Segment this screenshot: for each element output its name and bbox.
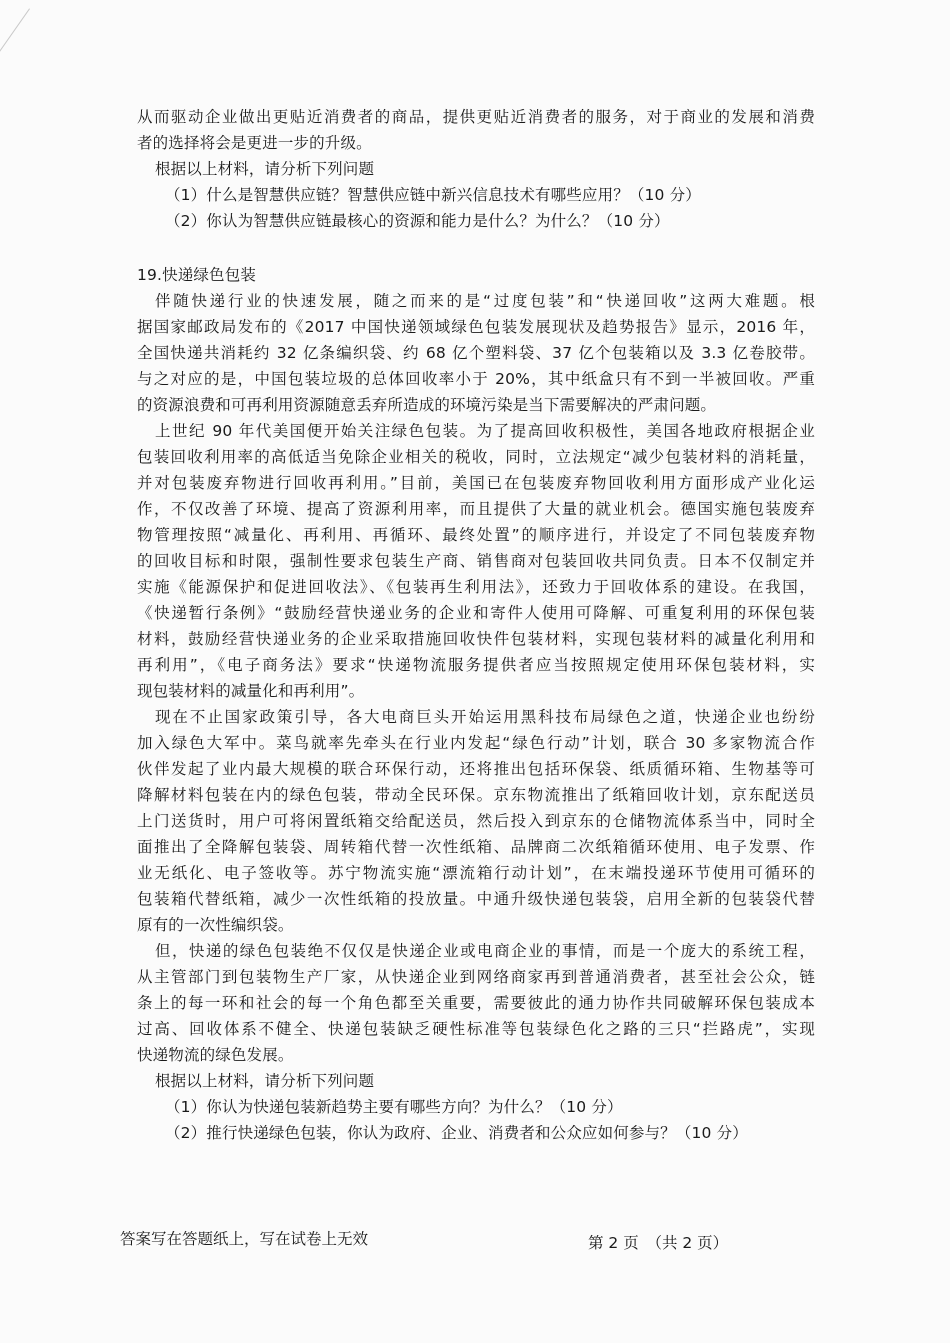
- paragraph-line: 但，快递的绿色包装绝不仅仅是快递企业或电商企业的事情，而是一个庞大的系统工程，: [155, 942, 815, 960]
- paragraph-3: [137, 704, 815, 938]
- paragraph-line: 包装回收利用率的高低适当免除企业相关的税收，同时，立法规定“减少包装材料的消耗量，: [137, 448, 815, 466]
- paragraph-line: 再利用”，《电子商务法》要求“快递物流服务提供者应当按照规定使用环保包装材料，实: [137, 656, 815, 674]
- question-item: （2）推行快递绿色包装，你认为政府、企业、消费者和公众应如何参与？（10 分）: [165, 1124, 748, 1142]
- paragraph-line: 伴随快递行业的快速发展，随之而来的是“过度包装”和“快递回收”这两大难题。根: [155, 292, 815, 310]
- intro-block: [137, 104, 815, 234]
- paragraph-line: 现包装材料的减量化和再利用”。: [137, 682, 365, 700]
- footer-notice: 答案写在答题纸上，写在试卷上无效: [120, 1230, 369, 1248]
- paragraph-line: 业无纸化、电子签收等。苏宁物流实施“漂流箱行动计划”，在末端投递环节使用可循环的: [137, 864, 815, 882]
- paragraph-line: 加入绿色大军中。菜鸟就率先牵头在行业内发起“绿色行动”计划，联合 30 多家物流合作: [137, 734, 815, 752]
- question-item: （1）你认为快递包装新趋势主要有哪些方向？为什么？（10 分）: [165, 1098, 623, 1116]
- section-prompt: 根据以上材料，请分析下列问题: [155, 1072, 375, 1090]
- footer-page-number: 第 2 页 （共 2 页）: [588, 1234, 729, 1252]
- paragraph-line: 的资源浪费和可再利用资源随意丢弃所造成的环境污染是当下需要解决的严肃问题。: [137, 396, 717, 414]
- paragraph-line: 原有的一次性编织袋。: [137, 916, 294, 934]
- paragraph-line: 上门送货时，用户可将闲置纸箱交给配送员，然后投入到京东的仓储物流体系当中，同时全: [137, 812, 815, 830]
- paragraph-line: 《快递暂行条例》“鼓励经营快递业务的企业和寄件人使用可降解、可重复利用的环保包装: [137, 604, 815, 622]
- paragraph-2: [137, 418, 815, 704]
- paragraph-line: 实施《能源保护和促进回收法》、《包装再生利用法》，还致力于回收体系的建设。在我国，: [137, 578, 815, 596]
- paragraph-line: 作，不仅改善了环境、提高了资源利用率，而且提供了大量的就业机会。德国实施包装废弃: [137, 500, 815, 518]
- question-item: （2）你认为智慧供应链最核心的资源和能力是什么？为什么？（10 分）: [165, 212, 670, 230]
- paragraph-line: 上世纪 90 年代美国便开始关注绿色包装。为了提高回收积极性，美国各地政府根据企业: [155, 422, 815, 440]
- paragraph-line: 从主管部门到包装物生产厂家，从快递企业到网络商家再到普通消费者，甚至社会公众，链: [137, 968, 815, 986]
- paragraph-line: 并对包装废弃物进行回收再利用。”目前，美国已在包装废弃物回收利用方面形成产业化运: [137, 474, 815, 492]
- paragraph-line: 现在不止国家政策引导，各大电商巨头开始运用黑科技布局绿色之道，快递企业也纷纷: [155, 708, 815, 726]
- paragraph-line: 快递物流的绿色发展。: [137, 1046, 294, 1064]
- paragraph-1: [137, 288, 815, 418]
- intro-line: 从而驱动企业做出更贴近消费者的商品，提供更贴近消费者的服务，对于商业的发展和消费: [137, 108, 815, 126]
- paragraph-line: 包装箱代替纸箱，减少一次性纸箱的投放量。中通升级快递包装袋，启用全新的包装袋代替: [137, 890, 815, 908]
- intro-prompt: 根据以上材料，请分析下列问题: [155, 160, 375, 178]
- paragraph-line: 面推出了全降解包装袋、周转箱代替一次性纸箱、品牌商二次纸箱循环使用、电子发票、作: [137, 838, 815, 856]
- intro-line: 者的选择将会是更进一步的升级。: [137, 134, 372, 152]
- section-19: [137, 262, 815, 1146]
- paragraph-line: 与之对应的是，中国包装垃圾的总体回收率小于 20%，其中纸盒只有不到一半被回收。严重: [137, 370, 815, 388]
- page-content: [137, 104, 815, 1146]
- paragraph-line: 伙伴发起了业内最大规模的联合环保行动，还将推出包括环保袋、纸质循环箱、生物基等可: [137, 760, 815, 778]
- paragraph-line: 的回收目标和时限，强制性要求包装生产商、销售商对包装回收共同负责。日本不仅制定并: [137, 552, 815, 570]
- paragraph-line: 全国快递共消耗约 32 亿条编织袋、约 68 亿个塑料袋、37 亿个包装箱以及 3.3 亿卷胶带。: [137, 344, 815, 362]
- question-item: （1）什么是智慧供应链？智慧供应链中新兴信息技术有哪些应用？（10 分）: [165, 186, 701, 204]
- paragraph-line: 条上的每一环和社会的每一个角色都至关重要，需要彼此的通力协作共同破解环保包装成本: [137, 994, 815, 1012]
- paragraph-line: 过高、回收体系不健全、快递包装缺乏硬性标准等包装绿色化之路的三只“拦路虎”，实现: [137, 1020, 815, 1038]
- paragraph-line: 材料，鼓励经营快递业务的企业采取措施回收快件包装材料，实现包装材料的减量化利用和: [137, 630, 815, 648]
- section-heading: 19.快递绿色包装: [137, 266, 257, 284]
- paragraph-line: 物管理按照“减量化、再利用、再循环、最终处置”的顺序进行，并设定了不同包装废弃物: [137, 526, 815, 544]
- paragraph-line: 据国家邮政局发布的《2017 中国快递领域绿色包装发展现状及趋势报告》显示，2016 年，: [137, 318, 815, 336]
- paragraph-line: 降解材料包装在内的绿色包装，带动全民环保。京东物流推出了纸箱回收计划，京东配送员: [137, 786, 815, 804]
- paragraph-4: [137, 938, 815, 1068]
